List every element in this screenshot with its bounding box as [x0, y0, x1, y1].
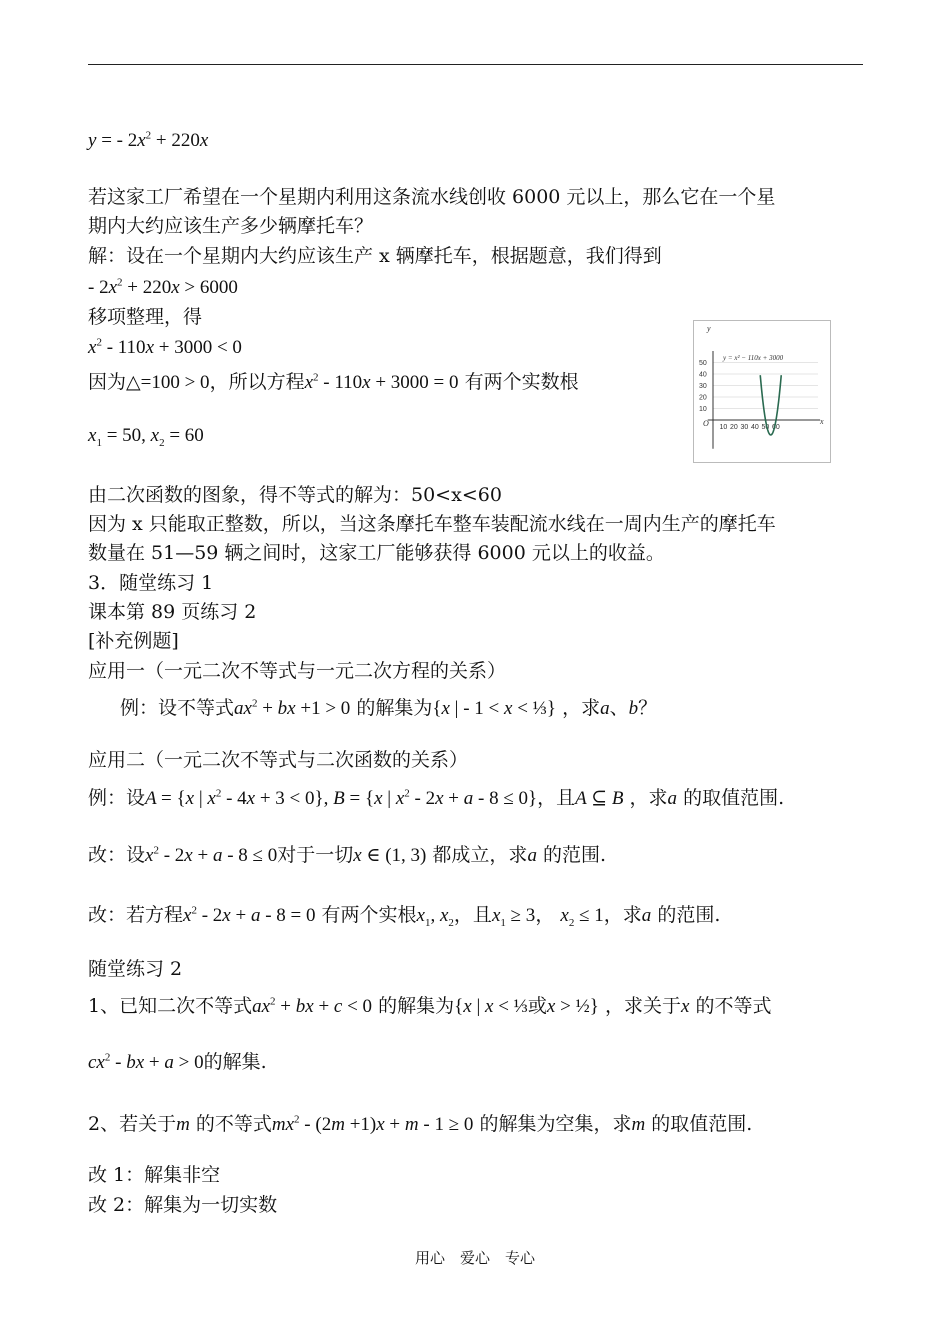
header-rule [88, 64, 863, 65]
graph-y-tick: 10 [699, 406, 707, 413]
problem-line-2: 期内大约应该生产多少辆摩托车？ [88, 215, 374, 237]
graph-y-tick: 40 [699, 371, 707, 379]
solution-line-2: 移项整理，得 [88, 306, 203, 328]
exercise-2-item-1: 1、已知二次不等式$ax^2$ + bx + c < 0 的解集为{x | x < ⅓或x > ½} ，求关于x 的不等式 [88, 995, 772, 1017]
application-two-heading: 应用二（一元二次不等式与二次函数的关系） [88, 749, 469, 771]
graph-x-tick: 40 [751, 424, 759, 431]
variant-nonempty: 改 1：解集非空 [88, 1164, 221, 1186]
variant-all-reals: 改 2：解集为一切实数 [88, 1194, 278, 1216]
explanation-line-2: 数量在 51—59 辆之间时，这家工厂能够获得 6000 元以上的收益。 [88, 542, 665, 564]
exercise-heading-2: 随堂练习 2 [88, 958, 183, 980]
graph-x-label: x [820, 417, 824, 426]
conclusion-line: 由二次函数的图象，得不等式的解为：50<x<60 [88, 484, 502, 506]
parabola-graph [693, 320, 831, 463]
example-one: 例：设不等式$ax^2$ + bx +1 > 0 的解集为{x | - 1 < x < ⅓} ，求a、b？ [120, 697, 658, 719]
solution-line-3: 因为△=100 > 0，所以方程$x^2 - 110x + 3000 = 0$ 有两个实数根 [88, 371, 579, 393]
graph-x-tick: 60 [772, 424, 780, 431]
example-two: 例：设A = {x | $x^2 - 4x + 3 < 0$}, B = {x | $x^2 - 2x + a - 8 \le 0$}，且A ⊆ B ，求a 的取值范围. [88, 787, 785, 809]
explanation-line-1: 因为 x 只能取正整数，所以，当这条摩托车整车装配流水线在一周内生产的摩托车 [88, 513, 776, 535]
graph-y-tick: 20 [699, 394, 707, 402]
exercise-2-item-1-cont: $cx^2$ - bx + a > 0的解集. [88, 1051, 267, 1073]
page-footer: 用心 爱心 专心 [414, 1249, 535, 1267]
graph-y-tick: 50 [699, 360, 707, 367]
graph-y-tick: 30 [699, 383, 707, 390]
formula-rearranged: $x^2 - 110x + 3000 < 0$ [88, 336, 242, 358]
supplementary-heading: [补充例题] [88, 630, 179, 652]
graph-origin-label: O [703, 419, 709, 428]
formula-roots: $x_1 = 50$, $x_2 = 60$ [88, 425, 204, 449]
formula-revenue: y = - $2x^2 + 220x$ [88, 129, 209, 151]
graph-y-label: y [707, 324, 711, 333]
solution-line-1: 解：设在一个星期内大约应该生产 x 辆摩托车，根据题意，我们得到 [88, 245, 662, 267]
variant-one: 改：设$x^2 - 2x + a - 8 \le 0$对于一切x ∈ (1, 3) 都成立，求a 的范围. [88, 844, 607, 866]
graph-x-tick: 10 [719, 424, 728, 431]
graph-x-tick: 30 [740, 424, 749, 431]
variant-two: 改：若方程$x^2 - 2x + a - 8 = 0$ 有两个实根$x_1$, $x_2$，且$x_1 \ge 3$， $x_2 \le 1$，求a 的范围. [88, 904, 721, 929]
graph-x-tick: 20 [730, 424, 738, 431]
exercise-heading-1: 3．随堂练习 1 [88, 572, 214, 594]
graph-equation: y = x² − 110x + 3000 [723, 354, 784, 362]
formula-inequality: - $2x^2 + 220x > 6000$ [88, 276, 238, 298]
application-one-heading: 应用一（一元二次不等式与一元二次方程的关系） [88, 660, 507, 682]
graph-x-tick: 50 [761, 424, 770, 431]
problem-line-1: 若这家工厂希望在一个星期内利用这条流水线创收 6000 元以上，那么它在一个星 [88, 186, 776, 208]
textbook-reference: 课本第 89 页练习 2 [88, 601, 257, 623]
exercise-2-item-2: 2、若关于m 的不等式$mx^2 - (2m +1)x + m - 1 \ge 0$ 的解集为空集，求m 的取值范围. [88, 1113, 753, 1135]
